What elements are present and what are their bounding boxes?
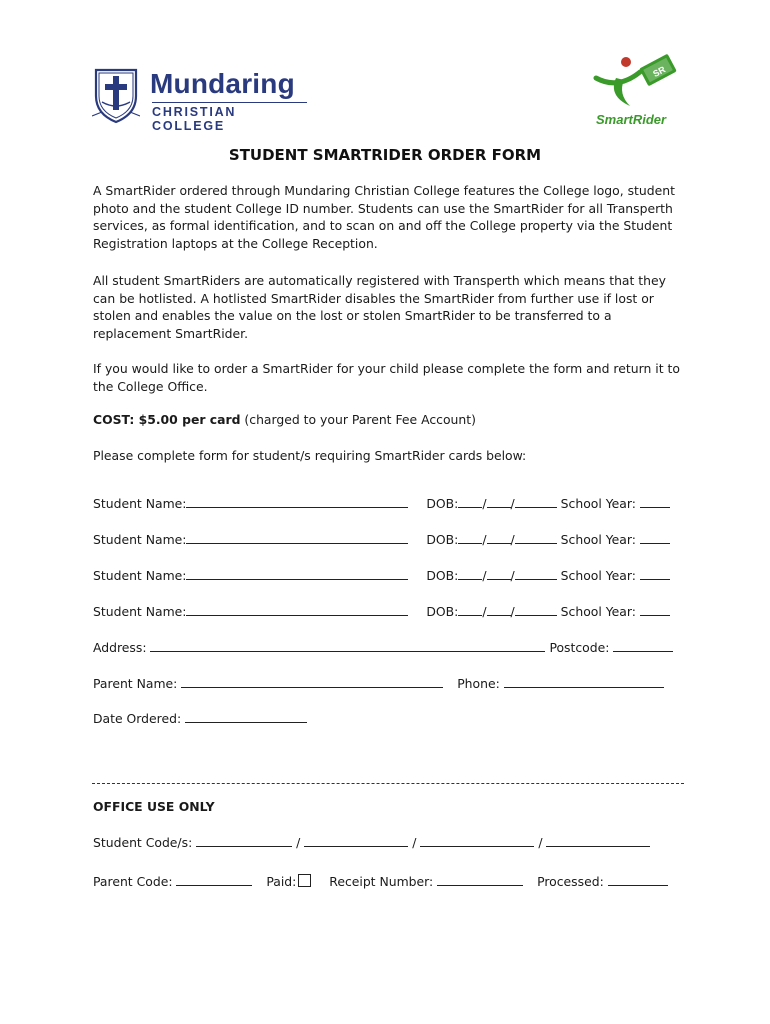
receipt-number-field[interactable] [437, 873, 523, 886]
instruction-text: Please complete form for student/s requiring SmartRider cards below: [93, 448, 527, 463]
dob-year-field[interactable] [515, 603, 557, 616]
student-name-field[interactable] [186, 495, 408, 508]
dob-slash: / [482, 568, 487, 583]
intro-paragraph: A SmartRider ordered through Mundaring Christian College features the College logo, student photo and the student College ID number. Students can use the SmartRider for all Transperth services, as formal identification, and to scan on and off the College property via the Student Registration laptops at the College Reception. [93, 183, 675, 251]
dob-label: DOB: [426, 496, 459, 511]
dob-year-field[interactable] [515, 495, 557, 508]
dob-slash: / [510, 568, 515, 583]
college-subtitle: CHRISTIAN COLLEGE [152, 102, 307, 133]
office-use-heading: OFFICE USE ONLY [93, 799, 215, 814]
parent-code-label: Parent Code: [93, 874, 173, 889]
cost-note: (charged to your Parent Fee Account) [240, 412, 476, 427]
date-ordered-field[interactable] [185, 710, 307, 723]
smartrider-logo [588, 48, 680, 134]
page-title: STUDENT SMARTRIDER ORDER FORM [228, 146, 542, 164]
receipt-number-label: Receipt Number: [329, 874, 434, 889]
dob-day-field[interactable] [458, 567, 482, 580]
postcode-label: Postcode: [549, 640, 610, 655]
dob-month-field[interactable] [487, 531, 511, 544]
hotlist-paragraph: All student SmartRiders are automatically registered with Transperth which means that they can be hotlisted. A hotlisted SmartRider disables the SmartRider from further use if lost or stolen and enables the value on the lost or stolen SmartRider to be transferred to a replacement SmartRider. [93, 273, 666, 341]
phone-label: Phone: [457, 676, 500, 691]
dob-day-field[interactable] [458, 531, 482, 544]
student-code-field-1[interactable] [196, 834, 292, 847]
parent-name-label: Parent Name: [93, 676, 178, 691]
cost-label: COST: $5.00 per card [93, 412, 241, 427]
dob-day-field[interactable] [458, 603, 482, 616]
student-name-field[interactable] [186, 567, 408, 580]
student-row [93, 495, 670, 513]
parent-row [93, 675, 664, 693]
dob-label: DOB: [426, 568, 459, 583]
student-code-slash: / [296, 835, 301, 850]
date-ordered-label: Date Ordered: [93, 711, 182, 726]
processed-label: Processed: [537, 874, 604, 889]
dob-year-field[interactable] [515, 531, 557, 544]
student-code-slash: / [538, 835, 543, 850]
smartrider-wordmark: SmartRider [596, 112, 667, 127]
school-year-field[interactable] [640, 531, 670, 544]
student-name-label: Student Name: [93, 604, 187, 619]
dob-slash: / [510, 604, 515, 619]
school-year-label: School Year: [560, 568, 636, 583]
paid-checkbox[interactable] [298, 874, 311, 887]
processed-field[interactable] [608, 873, 668, 886]
dob-slash: / [510, 532, 515, 547]
cut-line-divider [92, 783, 684, 784]
smartrider-card-text: SR [651, 64, 668, 79]
cost-line [93, 412, 476, 430]
dob-slash: / [482, 604, 487, 619]
school-year-label: School Year: [560, 532, 636, 547]
dob-month-field[interactable] [487, 567, 511, 580]
smartrider-figure-icon [588, 48, 680, 112]
student-code-row [93, 834, 650, 852]
student-name-label: Student Name: [93, 568, 187, 583]
student-row [93, 531, 670, 549]
college-name: Mundaring [150, 68, 295, 99]
paid-label: Paid: [266, 874, 297, 889]
school-year-field[interactable] [640, 567, 670, 580]
address-row [93, 639, 673, 657]
school-year-label: School Year: [560, 496, 636, 511]
college-crest-icon [92, 66, 140, 124]
order-paragraph: If you would like to order a SmartRider for your child please complete the form and return it to the College Office. [93, 361, 680, 394]
student-code-label: Student Code/s: [93, 835, 193, 850]
student-code-slash: / [412, 835, 417, 850]
student-name-label: Student Name: [93, 532, 187, 547]
dob-month-field[interactable] [487, 603, 511, 616]
office-details-row [93, 873, 668, 891]
postcode-field[interactable] [613, 639, 673, 652]
student-code-field-3[interactable] [420, 834, 534, 847]
school-year-label: School Year: [560, 604, 636, 619]
parent-name-field[interactable] [181, 675, 443, 688]
dob-label: DOB: [426, 532, 459, 547]
student-code-field-2[interactable] [304, 834, 408, 847]
dob-slash: / [482, 496, 487, 511]
student-code-field-4[interactable] [546, 834, 650, 847]
student-name-field[interactable] [186, 603, 408, 616]
student-name-label: Student Name: [93, 496, 187, 511]
dob-slash: / [482, 532, 487, 547]
date-ordered-row [93, 710, 307, 728]
school-year-field[interactable] [640, 495, 670, 508]
dob-day-field[interactable] [458, 495, 482, 508]
dob-month-field[interactable] [487, 495, 511, 508]
dob-slash: / [510, 496, 515, 511]
college-logo [92, 66, 307, 133]
parent-code-field[interactable] [176, 873, 252, 886]
dob-label: DOB: [426, 604, 459, 619]
phone-field[interactable] [504, 675, 664, 688]
address-field[interactable] [150, 639, 545, 652]
student-name-field[interactable] [186, 531, 408, 544]
address-label: Address: [93, 640, 147, 655]
student-row [93, 603, 670, 621]
student-row [93, 567, 670, 585]
school-year-field[interactable] [640, 603, 670, 616]
dob-year-field[interactable] [515, 567, 557, 580]
